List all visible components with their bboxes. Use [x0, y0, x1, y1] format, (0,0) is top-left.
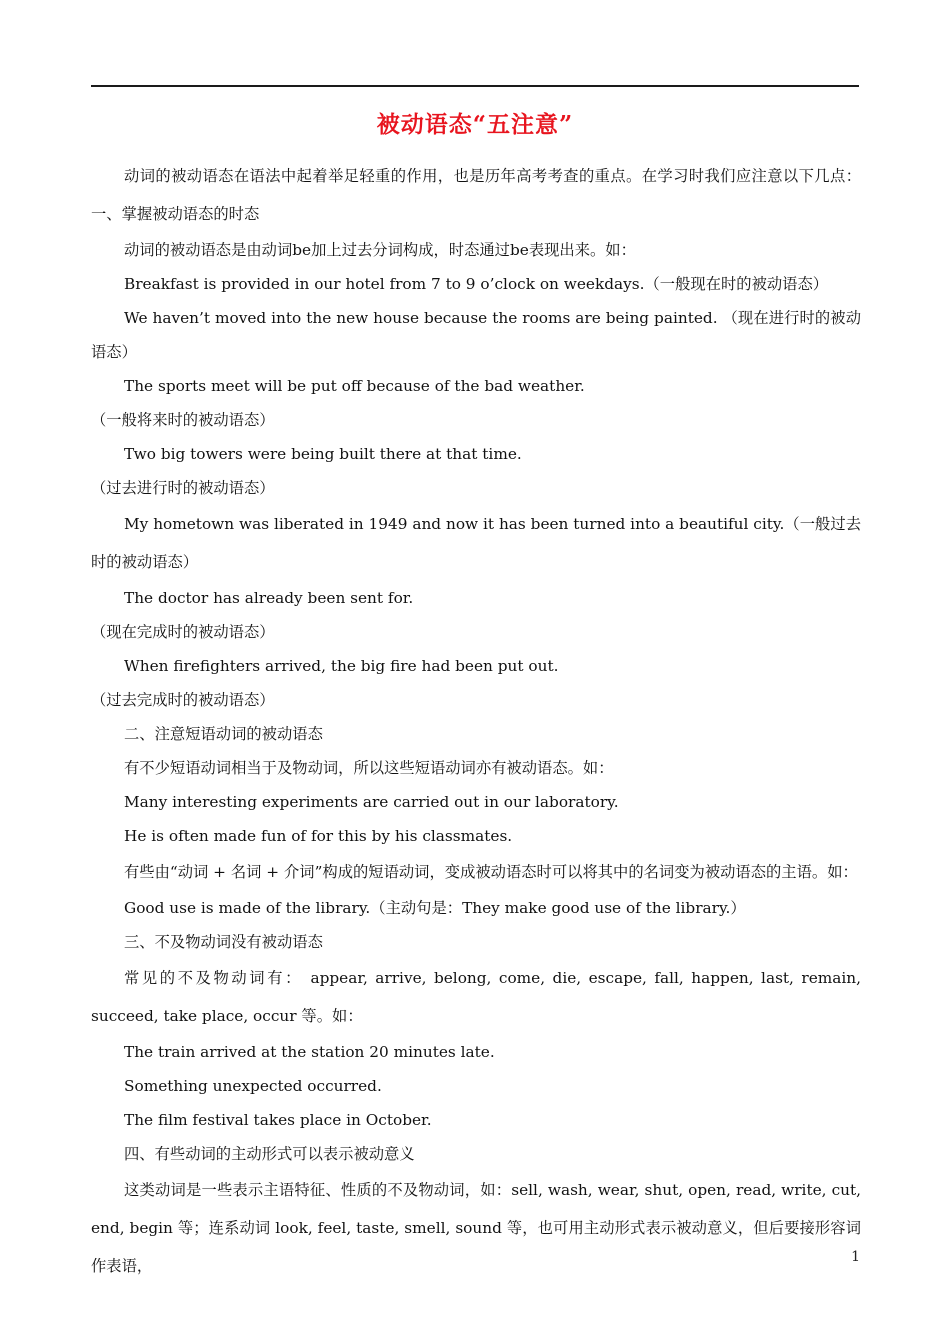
paragraph: 动词的被动语态是由动词be加上过去分词构成，时态通过be表现出来。如： — [124, 241, 636, 259]
paragraph: 有些由“动词 + 名词 + 介词”构成的短语动词，变成被动语态时可以将其中的名词变为被动语态的主语。如： — [124, 863, 858, 881]
paragraph: He is often made fun of for this by his classmates. — [124, 827, 513, 845]
document-title: 被动语态“五注意” — [376, 111, 574, 138]
paragraph: （现在完成时的被动语态） — [91, 623, 275, 641]
paragraph: 常见的不及物动词有： appear, arrive, belong, come, die, escape, fall, happen, last, remain, succeed, take place, occur 等。如： — [91, 969, 861, 1025]
paragraph: 二、注意短语动词的被动语态 — [124, 725, 323, 743]
paragraph: Breakfast is provided in our hotel from 7 to 9 o’clock on weekdays.（一般现在时的被动语态） — [124, 275, 829, 293]
paragraph: The doctor has already been sent for. — [124, 589, 414, 607]
paragraph: 动词的被动语态在语法中起着举足轻重的作用，也是历年高考考查的重点。在学习时我们应注意以下几点：一、掌握被动语态的时态 — [91, 167, 861, 223]
paragraph: （一般将来时的被动语态） — [91, 411, 275, 429]
paragraph: The sports meet will be put off because of the bad weather. — [124, 377, 585, 395]
paragraph: 有不少短语动词相当于及物动词，所以这些短语动词亦有被动语态。如： — [124, 759, 614, 777]
paragraph: （过去进行时的被动语态） — [91, 479, 275, 497]
paragraph: Good use is made of the library.（主动句是：They make good use of the library.） — [124, 899, 746, 917]
paragraph: When firefighters arrived, the big fire had been put out. — [124, 657, 559, 675]
paragraph: Many interesting experiments are carried out in our laboratory. — [124, 793, 619, 811]
paragraph: My hometown was liberated in 1949 and now it has been turned into a beautiful city.（一般过去时的被动语态） — [91, 515, 861, 571]
document-body — [91, 157, 861, 1285]
page-number: 1 — [851, 1249, 860, 1265]
paragraph: Two big towers were being built there at that time. — [124, 445, 522, 463]
paragraph: 四、有些动词的主动形式可以表示被动意义 — [124, 1145, 415, 1163]
paragraph: 这类动词是一些表示主语特征、性质的不及物动词，如：sell, wash, wear, shut, open, read, write, cut, end, begin 等；连系动词 look, feel, taste, smell, sound 等，也可用主动形式表示被动意义，但后要接形容词作表语， — [91, 1181, 861, 1275]
paragraph: The train arrived at the station 20 minutes late. — [124, 1043, 495, 1061]
paragraph: （过去完成时的被动语态） — [91, 691, 275, 709]
header-rule — [91, 85, 859, 87]
paragraph: The film festival takes place in October. — [124, 1111, 432, 1129]
paragraph: Something unexpected occurred. — [124, 1077, 382, 1095]
paragraph: 三、不及物动词没有被动语态 — [124, 933, 323, 951]
paragraph: We haven’t moved into the new house because the rooms are being painted. （现在进行时的被动语态） — [91, 309, 861, 361]
